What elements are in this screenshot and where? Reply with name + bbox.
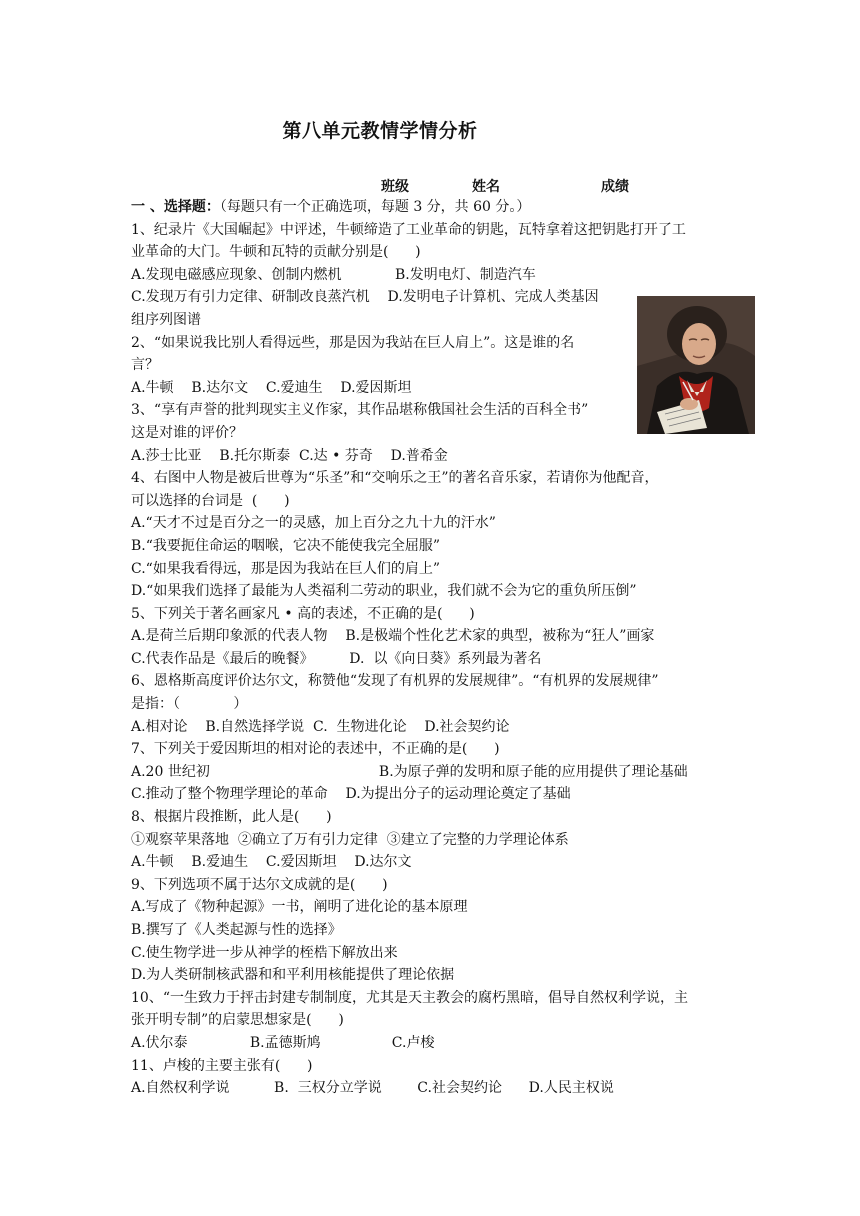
text-line: 3、“享有声誉的批判现实主义作家，其作品堪称俄国社会生活的百科全书” xyxy=(131,402,589,419)
text-line: A.写成了《物种起源》一书，阐明了进化论的基本原理 xyxy=(131,899,468,916)
text-line: 11、卢梭的主要主张有( ) xyxy=(131,1057,313,1074)
name-label: 姓名 xyxy=(472,179,500,195)
text-line: B.“我要扼住命运的咽喉，它决不能使我完全屈服” xyxy=(131,537,441,554)
score-label: 成绩 xyxy=(601,179,629,195)
text-line: D.“如果我们选择了最能为人类福利二劳动的职业，我们就不会为它的重负所压倒” xyxy=(131,583,637,600)
text-line: A.相对论 B.自然选择学说 C. 生物进化论 D.社会契约论 xyxy=(131,718,510,735)
text-line: C.“如果我看得远，那是因为我站在巨人们的肩上” xyxy=(131,560,440,577)
text-line: A.伏尔泰 B.孟德斯鸠 C.卢梭 xyxy=(131,1034,435,1051)
section-heading: 一 、选择题： xyxy=(131,199,220,215)
text-line: C.代表作品是《最后的晚餐》 D. 以《向日葵》系列最为著名 xyxy=(131,650,542,667)
text-line: A.“天才不过是百分之一的灵感，加上百分之九十九的汗水” xyxy=(131,515,496,532)
class-label: 班级 xyxy=(381,179,409,195)
text-line: 4、右图中人物是被后世尊为“乐圣”和“交响乐之王”的著名音乐家，若请你为他配音， xyxy=(131,470,659,487)
text-line: 组序列图谱 xyxy=(131,311,201,328)
text-line: 言？ xyxy=(131,357,159,374)
text-line: 可以选择的台词是 ( ) xyxy=(131,492,290,509)
text-line: D.为人类研制核武器和和平利用核能提供了理论依据 xyxy=(131,967,455,984)
text-line: B.撰写了《人类起源与性的选择》 xyxy=(131,922,342,938)
text-line: 8、根据片段推断，此人是( ) xyxy=(131,809,332,826)
page-title: 第八单元教情学情分析 xyxy=(282,120,478,142)
text-line: 5、下列关于著名画家凡 • 高的表述，不正确的是( ) xyxy=(131,605,475,622)
section-heading-line xyxy=(131,196,741,219)
text-line: A.20 世纪初 B.为原子弹的发明和原子能的应用提供了理论基础 xyxy=(131,763,688,780)
section-note: （每题只有一个正确选项，每题 3 分，共 60 分。） xyxy=(219,199,531,215)
text-line: 业革命的大门。牛顿和瓦特的贡献分别是( ) xyxy=(131,244,421,261)
text-line: 7、下列关于爱因斯坦的相对论的表述中，不正确的是( ) xyxy=(131,741,500,758)
text-line: 10、“一生致力于抨击封建专制制度，尤其是天主教会的腐朽黑暗，倡导自然权利学说，主 xyxy=(131,989,688,1006)
text-line: A.自然权利学说 B. 三权分立学说 C.社会契约论 D.人民主权说 xyxy=(131,1080,614,1097)
text-line: A.发现电磁感应现象、创制内燃机 B.发明电灯、制造汽车 xyxy=(131,266,536,283)
text-line: C.使生物学进一步从神学的桎梏下解放出来 xyxy=(131,944,398,961)
text-line: 2、“如果说我比别人看得远些，那是因为我站在巨人肩上”。这是谁的名 xyxy=(131,334,575,351)
text-line: 是指：（ ） xyxy=(131,696,248,713)
text-line: ①观察苹果落地 ②确立了万有引力定律 ③建立了完整的力学理论体系 xyxy=(131,831,569,848)
text-line: C.发现万有引力定律、研制改良蒸汽机 D.发明电子计算机、完成人类基因 xyxy=(131,289,599,306)
text-line: 1、纪录片《大国崛起》中评述，牛顿缔造了工业革命的钥匙，瓦特拿着这把钥匙打开了工 xyxy=(131,221,686,238)
text-line: 这是对谁的评价？ xyxy=(131,424,243,441)
text-line: 6、恩格斯高度评价达尔文，称赞他“发现了有机界的发展规律”。“有机界的发展规律” xyxy=(131,673,659,690)
question-body xyxy=(131,196,741,1100)
text-line: C.推动了整个物理学理论的革命 D.为提出分子的运动理论奠定了基础 xyxy=(131,786,571,803)
text-line: A.是荷兰后期印象派的代表人物 B.是极端个性化艺术家的典型，被称为“狂人”画家 xyxy=(131,628,655,645)
text-line: A.莎士比亚 B.托尔斯泰 C.达 • 芬奇 D.普希金 xyxy=(131,447,448,464)
text-line: 9、下列选项不属于达尔文成就的是( ) xyxy=(131,876,388,893)
text-line: 张开明专制”的启蒙思想家是( ) xyxy=(131,1012,344,1029)
text-line: A.牛顿 B.爱迪生 C.爱因斯坦 D.达尔文 xyxy=(131,854,412,871)
text-line: A.牛顿 B.达尔文 C.爱迪生 D.爱因斯坦 xyxy=(131,379,412,396)
